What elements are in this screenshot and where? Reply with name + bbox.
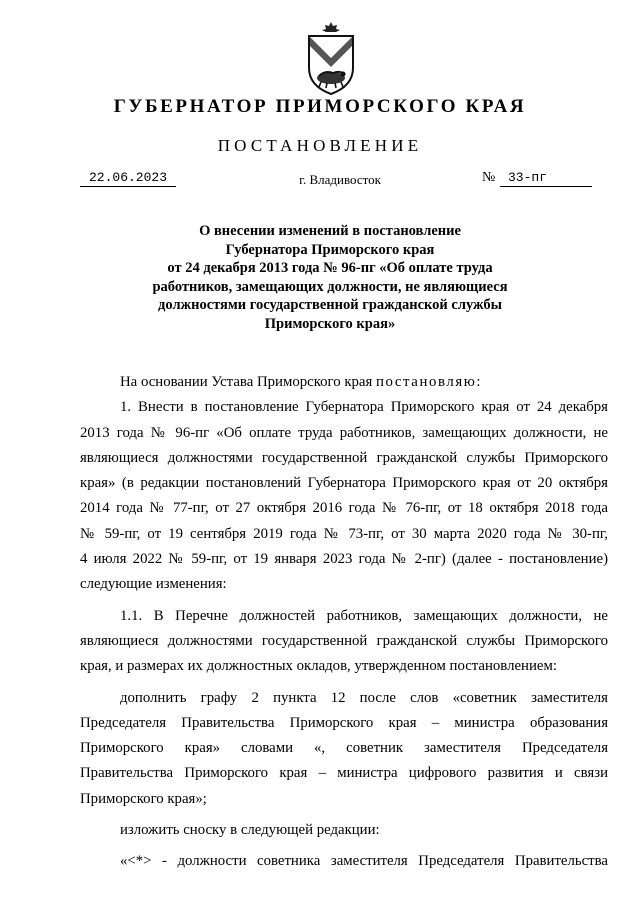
document-date: 22.06.2023 [80,170,176,187]
subject-line: Губернатора Приморского края [225,241,435,258]
subject-line: О внесении изменений в постановление [199,223,461,239]
paragraph-add-line: Приморского края» словами «, советник заместителя Председателя [80,740,608,757]
paragraph-add-line: Приморского края»; [80,790,207,807]
paragraph-1-1-line: являющиеся должностями государственной гражданской службы Приморского [80,632,608,649]
paragraph-last-line: «<*> - должности советника заместителя Председателя Правительства [120,853,608,870]
document-number-field [500,170,592,187]
paragraph-1-line: 4 июля 2022 № 59-пг, от 19 января 2023 года № 2-пг) (далее - постановление) [80,551,608,568]
subject-line: Приморского края» [264,315,396,332]
paragraph-footnote: изложить сноску в следующей редакции: [120,822,380,839]
document-number: 33-пг [508,170,548,185]
paragraph-1-line: являющиеся должностями государственной гражданской службы Приморского [80,449,608,466]
coat-of-arms-icon [303,20,359,96]
paragraph-1-1-line: края, и размерах их должностных окладов, утвержденном постановлением: [80,658,557,675]
paragraph-add-line: Председателя Правительства Приморского края – министра образования [80,714,608,731]
subject-line: от 24 декабря 2013 года № 96-пг «Об оплате труда [167,260,493,276]
document-city: г. Владивосток [299,172,381,187]
number-label: № [482,170,496,185]
subject-line: работников, замещающих должности, не являющиеся [152,278,508,295]
org-title: ГУБЕРНАТОР ПРИМОРСКОГО КРАЯ [113,96,527,117]
subject-line: должностями государственной гражданской службы [158,297,502,313]
paragraph-1-line: № 59-пг, от 19 сентября 2019 года № 73-пг, от 30 марта 2020 года № 30-пг, [80,525,608,542]
paragraph-1-1-line: 1.1. В Перечне должностей работников, замещающих должности, не [120,607,608,624]
paragraph-1-line: следующие изменения: [80,576,227,593]
paragraph-add-line: дополнить графу 2 пункта 12 после слов «советник заместителя [120,689,608,706]
document-body [80,370,608,875]
paragraph-add-line: Правительства Приморского края – министра цифрового развития и связи [80,765,608,782]
paragraph-1-line: 1. Внести в постановление Губернатора Приморского края от 24 декабря [120,399,608,416]
decree-verb: постановляю: [376,374,483,390]
paragraph-1-line: 2014 года № 77-пг, от 27 октября 2016 года № 76-пг, от 18 октября 2018 года [80,500,608,517]
paragraph-1-line: 2013 года № 96-пг «Об оплате труда работников, замещающих должности, не [80,424,608,441]
intro-paragraph: На основании Устава Приморского края постановляю: [120,374,483,390]
document-type: ПОСТАНОВЛЕНИЕ [217,136,423,155]
paragraph-1-line: края» (в редакции постановлений Губернатора Приморского края от 20 октября [80,475,608,492]
document-subject [130,222,530,333]
